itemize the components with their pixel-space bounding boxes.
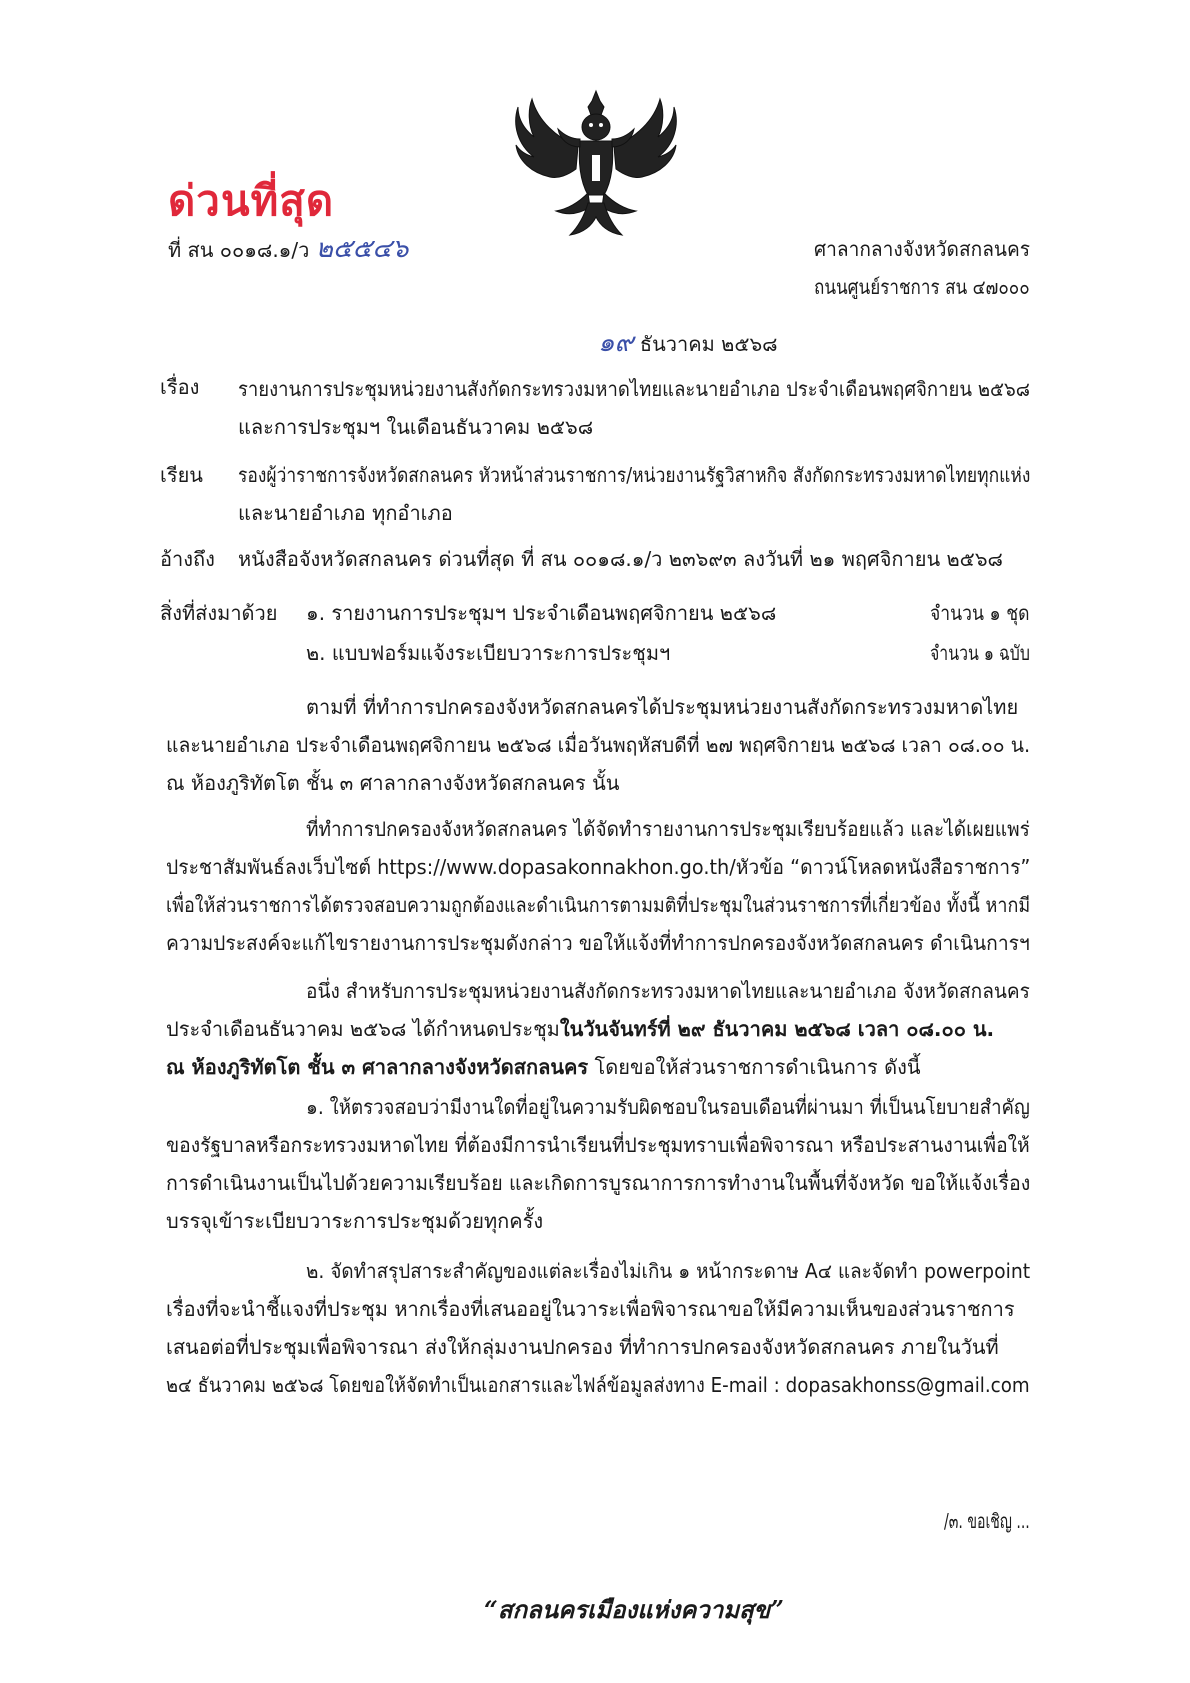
date-day-handwritten: ๑๙	[598, 328, 634, 358]
item2-line3: เสนอต่อที่ประชุมเพื่อพิจารณา ส่งให้กลุ่มงานปกครอง ที่ทำการปกครองจังหวัดสกลนคร ภายในวันที่	[166, 1335, 999, 1359]
paragraph1-line3: ณ ห้องภูริทัตโต ชั้น ๓ ศาลากลางจังหวัดสกลนคร นั้น	[166, 771, 620, 795]
paragraph3-line2	[166, 1016, 994, 1042]
document-number	[168, 236, 408, 263]
date-month-year: ธันวาคม ๒๕๖๘	[639, 332, 778, 356]
to-label: เรียน	[160, 463, 203, 487]
office-address-line1: ศาลากลางจังหวัดสกลนคร	[814, 237, 1031, 261]
item1-line3: การดำเนินงานเป็นไปด้วยความเรียบร้อย และเกิดการบูรณาการการทำงานในพื้นที่จังหวัด ขอให้แจ้งเรื่อง	[166, 1171, 1031, 1195]
paragraph2-line2: ประชาสัมพันธ์ลงเว็บไซต์ https://www.dopasakonnakhon.go.th/หัวข้อ “ดาวน์โหลดหนังสือราชการ”	[166, 855, 1031, 879]
enclosure-item-1: ๑. รายงานการประชุมฯ ประจำเดือนพฤศจิกายน ๒๕๖๘	[306, 601, 777, 625]
to-line1: รองผู้ว่าราชการจังหวัดสกลนคร หัวหน้าส่วนราชการ/หน่วยงานรัฐวิสาหกิจ สังกัดกระทรวงมหาดไทยทุกแห่ง	[238, 463, 1031, 487]
enclosure-item-2-quantity: จำนวน ๑ ฉบับ	[930, 641, 1030, 665]
paragraph1-line1: ตามที่ ที่ทำการปกครองจังหวัดสกลนครได้ประชุมหน่วยงานสังกัดกระทรวงมหาดไทย	[306, 695, 1019, 719]
paragraph3-line1: อนึ่ง สำหรับการประชุมหน่วยงานสังกัดกระทรวงมหาดไทยและนายอำเภอ จังหวัดสกลนคร	[306, 979, 1030, 1003]
subject-label: เรื่อง	[160, 375, 200, 399]
enclosure-item-2: ๒. แบบฟอร์มแจ้งระเบียบวาระการประชุมฯ	[306, 641, 671, 665]
document-number-handwritten: ๒๕๕๔๖	[315, 234, 409, 264]
paragraph3-line3-text: โดยขอให้ส่วนราชการดำเนินการ ดังนี้	[588, 1055, 921, 1079]
paragraph2-line4: ความประสงค์จะแก้ไขรายงานการประชุมดังกล่าว ขอให้แจ้งที่ทำการปกครองจังหวัดสกลนคร ดำเนินการฯ	[166, 931, 1030, 955]
reference-text: หนังสือจังหวัดสกลนคร ด่วนที่สุด ที่ สน ๐๐๑๘.๑/ว ๒๓๖๙๓ ลงวันที่ ๒๑ พฤศจิกายน ๒๕๖๘	[238, 547, 1003, 571]
garuda-emblem-icon	[508, 85, 684, 245]
meeting-location: ณ ห้องภูริทัตโต ชั้น ๓ ศาลากลางจังหวัดสกลนคร	[166, 1055, 589, 1079]
paragraph1-line2: และนายอำเภอ ประจำเดือนพฤศจิกายน ๒๕๖๘ เมื่อวันพฤหัสบดีที่ ๒๗ พฤศจิกายน ๒๕๖๘ เวลา ๐๘.๐๐ น.	[166, 733, 1031, 757]
item2-line4: ๒๔ ธันวาคม ๒๕๖๘ โดยขอให้จัดทำเป็นเอกสารและไฟล์ข้อมูลส่งทาง E-mail : dopasakhonss@gmail.com	[166, 1373, 1030, 1397]
continuation-note: /๓. ขอเชิญ ...	[944, 1509, 1030, 1533]
subject-line1: รายงานการประชุมหน่วยงานสังกัดกระทรวงมหาดไทยและนายอำเภอ ประจำเดือนพฤศจิกายน ๒๕๖๘	[238, 377, 1031, 401]
item1-line4: บรรจุเข้าระเบียบวาระการประชุมด้วยทุกครั้ง	[166, 1209, 544, 1233]
subject-line2: และการประชุมฯ ในเดือนธันวาคม ๒๕๖๘	[238, 415, 594, 439]
urgency-stamp: ด่วนที่สุด	[168, 176, 335, 225]
paragraph3-line2-text: ประจำเดือนธันวาคม ๒๕๖๘ ได้กำหนดประชุม	[166, 1017, 560, 1041]
meeting-datetime: ในวันจันทร์ที่ ๒๙ ธันวาคม ๒๕๖๘ เวลา ๐๘.๐๐ น.	[559, 1017, 995, 1041]
paragraph3-line3	[166, 1054, 921, 1080]
paragraph2-line1: ที่ทำการปกครองจังหวัดสกลนคร ได้จัดทำรายงานการประชุมเรียบร้อยแล้ว และได้เผยแพร่	[306, 817, 1030, 841]
office-address-line2: ถนนศูนย์ราชการ สน ๔๗๐๐๐	[814, 275, 1030, 299]
item2-line1: ๒. จัดทำสรุปสาระสำคัญของแต่ละเรื่องไม่เกิน ๑ หน้ากระดาษ A๔ และจัดทำ powerpoint	[306, 1259, 1031, 1283]
item1-line1: ๑. ให้ตรวจสอบว่ามีงานใดที่อยู่ในความรับผิดชอบในรอบเดือนที่ผ่านมา ที่เป็นนโยบายสำคัญ	[306, 1095, 1030, 1119]
enclosure-item-1-quantity: จำนวน ๑ ชุด	[930, 601, 1030, 625]
province-motto: “สกลนครเมืองแห่งความสุข”	[484, 1595, 784, 1624]
enclosure-label: สิ่งที่ส่งมาด้วย	[160, 601, 278, 625]
to-line2: และนายอำเภอ ทุกอำเภอ	[238, 501, 453, 525]
reference-label: อ้างถึง	[160, 547, 215, 571]
item1-line2: ของรัฐบาลหรือกระทรวงมหาดไทย ที่ต้องมีการนำเรียนที่ประชุมทราบเพื่อพิจารณา หรือประสานงานเพื่อให้	[166, 1133, 1030, 1157]
item2-line2: เรื่องที่จะนำชี้แจงที่ประชุม หากเรื่องที่เสนออยู่ในวาระเพื่อพิจารณาขอให้มีความเห็นของส่วนราชการ	[166, 1297, 1015, 1321]
document-number-prefix: ที่ สน ๐๐๑๘.๑/ว	[168, 238, 310, 262]
document-date	[598, 330, 778, 357]
paragraph2-line3: เพื่อให้ส่วนราชการได้ตรวจสอบความถูกต้องและดำเนินการตามมติที่ประชุมในส่วนราชการที่เกี่ยวข้อง ทั้งนี้ หากมี	[166, 893, 1031, 917]
